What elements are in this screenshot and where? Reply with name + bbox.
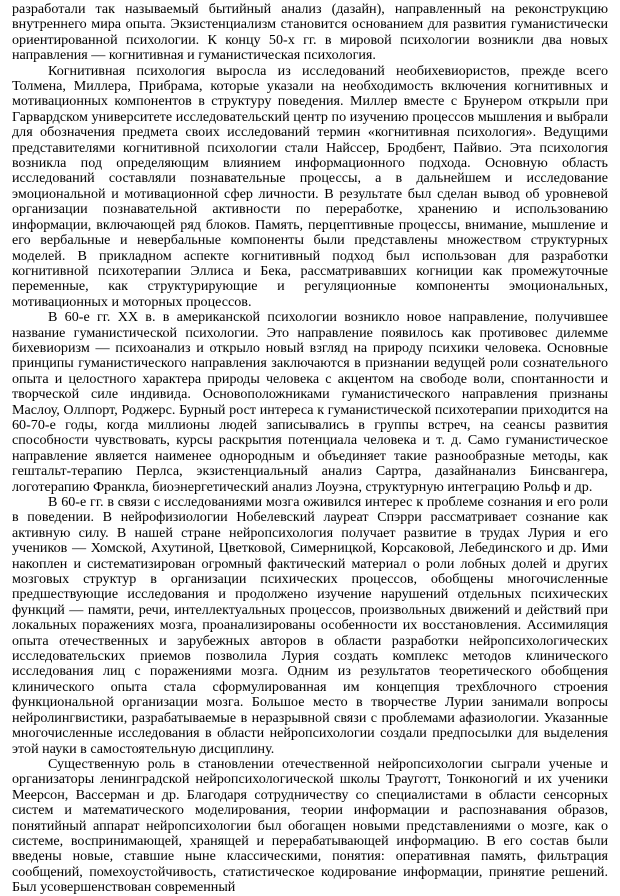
paragraph-4: В 60-е гг. в связи с исследованиями мозга оживился интерес к проблеме сознания и его роли в поведении. В нейрофизиологии Нобелевский лауреат Спэрри рассматривает сознание как активную силу. В нашей стране нейропсихология получает развитие в трудах Лурия и его учеников — Хомской, Ахутиной, Цветковой, Симерницкой, Корсаковой, Лебединского и др. Ими накоплен и систематизирован огромный фактический материал о роли лобных долей и других мозговых структур в организации психических процессов, обобщены многочисленные предшествующие исследования и продолжено изучение нарушений отдельных психических функций — памяти, речи, интеллектуальных процессов, произвольных движений и действий при локальных поражениях мозга, проанализированы особенности их восстановления. Ассимиляция опыта отечественных и зарубежных авторов в области разработки нейропсихологических исследовательских приемов позволила Лурия создать комплекс методов клинического исследования лиц с поражениями мозга. Одним из результатов теоретического обобщения клинического опыта стала сформулированная им концепция трехблочного строения функциональной организации мозга. Большое место в творчестве Лурии занимали вопросы нейролингвистики, разрабатываемые в неразрывной связи с проблемами афазиологии. Указанные многочисленные исследования в области нейропсихологии создали предпосылки для выделения этой науки в самостоятельную дисциплину. bbox=[12, 494, 608, 757]
paragraph-1: разработали так называемый бытийный анализ (дазайн), направленный на реконструкцию внутреннего мира опыта. Экзистенциализм становится основанием для развития гуманистически ориентированной психологии. К концу 50-х гг. в мировой психологии возникли два новых направления — когнитивная и гуманистическая психология. bbox=[12, 1, 608, 64]
paragraph-3: В 60-е гг. XX в. в американской психологии возникло новое направление, получившее название гуманистической психологии. Это направление появилось как противовес дилемме бихевиоризм — психоанализ и открыло новый взгляд на природу психики человека. Основные принципы гуманистического направления заключаются в признании ведущей роли сознательного опыта и целостного характера природы человека с акцентом на свободе воли, спонтанности и творческой силе индивида. Основоположниками гуманистического направления признаны Маслоу, Оллпорт, Роджерс. Бурный рост интереса к гуманистической психотерапии приходится на 60-70-е годы, когда миллионы людей записывались в группы встреч, на сеансы развития способности чувствовать, курсы раскрытия потенциала человека и т. д. Само гуманистическое направление является наименее однородным и объединяет такие разнообразные методы, как гештальт-терапию Перлса, экзистенциальный анализ Сартра, дазайнанализ Бинсвангера, логотерапию Франкла, биоэнергетический анализ Лоуэна, структурную интеграцию Рольф и др. bbox=[12, 309, 608, 495]
paragraph-2: Когнитивная психология выросла из исследований необихевиористов, прежде всего Толмена, Миллера, Прибрама, которые указали на необходимость включения когнитивных и мотивационных компонентов в структуру поведения. Миллер вместе с Брунером открыли при Гарвардском университете исследовательский центр по изучению процессов мышления и выбрали для обозначения предмета своих исследований термин «когнитивная психология». Ведущими представителями когнитивной психологии стали Найссер, Бродбент, Пайвио. Эта психология возникла под определяющим влиянием информационного подхода. Основную область исследований составляли познавательные процессы, а в дальнейшем и исследование эмоциональной и мотивационной сфер личности. В результате был сделан вывод об уровневой организации познавательной активности по переработке, хранению и использованию информации, включающей ряд блоков. Память, перцептивные процессы, внимание, мышление и его вербальные и невербальные компоненты были представлены множеством структурных моделей. В прикладном аспекте когнитивный подход был использован для разработки когнитивной психотерапии Эллиса и Бека, рассматривавших когниции как промежуточные переменные, как структурирующие и регуляционные компоненты эмоциональных, мотивационных и моторных процессов. bbox=[12, 62, 608, 310]
paragraph-5: Существенную роль в становлении отечественной нейропсихологии сыграли ученые и организаторы ленинградской нейропсихологической школы Трауготт, Тонконогий и их ученики Меерсон, Вассерман и др. Благодаря сотрудничеству со специалистами в области сенсорных систем и математического моделирования, теории информации и распознавания образов, понятийный аппарат нейропсихологии был обогащен новыми представлениями о мозге, как о системе, воспринимающей, хранящей и перерабатывающей информацию. В его состав были введены новые, ставшие ныне классическими, понятия: оперативная память, фильтрация сообщений, помехоустойчивость, статистическое кодирование информации, принятие решений. Был усовершенствован современный bbox=[12, 755, 608, 896]
document-page bbox=[12, 2, 608, 896]
